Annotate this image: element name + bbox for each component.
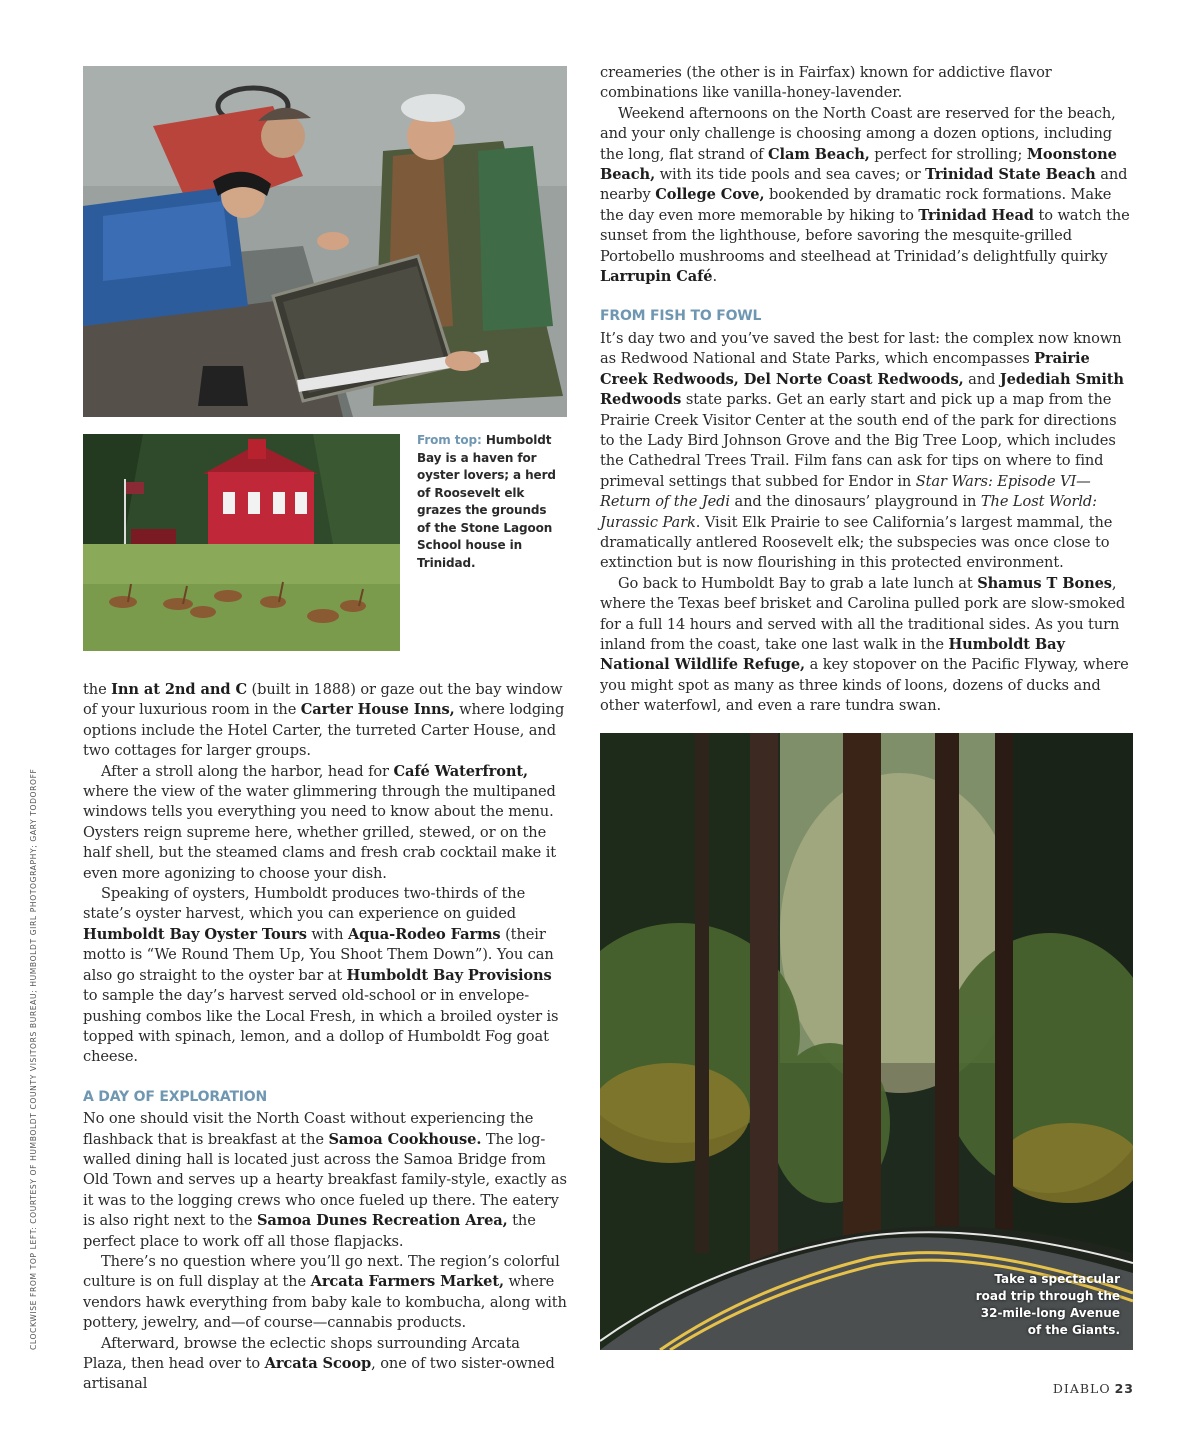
left-paragraph-4: No one should visit the North Coast without experiencing the flashback that is breakfast at the Samoa Cookhouse. The log-walled dining hall is located just across the Samoa Bridge from Old Town and serves up a hearty breakfast family-style, exactly as it was to the logging crews who once fueled up there. The eatery is also right next to the Samoa Dunes Recreation Area, the perfect place to work off all those flapjacks. xyxy=(83,1110,567,1250)
left-paragraph-6: Afterward, browse the eclectic shops surrounding Arcata Plaza, then head over to Arcata Scoop, one of two sister-owned artisanal xyxy=(83,1334,555,1393)
page-folio xyxy=(1053,1381,1134,1396)
section-heading-fish-to-fowl: FROM FISH TO FOWL xyxy=(600,308,762,325)
right-paragraph-2: Weekend afternoons on the North Coast are reserved for the beach, and your only challenge is choosing among a dozen options, including the long, flat strand of Clam Beach, perfect for strolling; Moonstone Beach, with its tide pools and sea caves; or Trinidad State Beach and nearby College Cove, bookended by dramatic rock formations. Make the day even more memorable by hiking to Trinidad Head to watch the sunset from the lighthouse, before savoring the mesquite-grilled Portobello mushrooms and steelhead at Trinidad’s delightfully quirky Larrupin Café. xyxy=(600,104,1130,286)
left-paragraph-5: There’s no question where you’ll go next. The region’s colorful culture is on full display at the Arcata Farmers Market, where vendors hawk everything from baby kale to kombucha, along with pottery, jewelry, and—of course—cannabis products. xyxy=(83,1252,567,1332)
left-paragraph-3: Speaking of oysters, Humboldt produces two-thirds of the state’s oyster harvest, which you can experience on guided Humboldt Bay Oyster Tours with Aqua-Rodeo Farms (their motto is “We Round Them Up, You Shoot Them Down”). You can also go straight to the oyster bar at Humboldt Bay Provisions to sample the day’s harvest served old-school or in envelope-pushing combos like the Local Fresh, in which a broiled oyster is topped with spinach, lemon, and a dollop of Humboldt Fog goat cheese. xyxy=(83,885,559,1066)
road-photo-caption: Take a spectacular road trip through the 32-mile-long Avenue of the Giants. xyxy=(975,1272,1120,1337)
left-paragraph-1: the Inn at 2nd and C (built in 1888) or gaze out the bay window of your luxurious room in the Carter House Inns, where lodging options include the Hotel Carter, the turreted Carter House, and two cottages for larger groups. xyxy=(83,681,565,760)
left-paragraph-2: After a stroll along the harbor, head for Café Waterfront, where the view of the water glimmering through the multipaned windows tells you everything you need to know about the menu. Oysters reign supreme here, whether grilled, stewed, or on the half shell, but the steamed clams and fresh crab cocktail make it even more agonizing to choose your dish. xyxy=(83,762,557,882)
caption-body: Humboldt Bay is a haven for oyster lovers; a herd of Roosevelt elk grazes the grounds of the Stone Lagoon School house in Trinidad. xyxy=(417,433,556,570)
caption-lead: From top: xyxy=(417,433,482,447)
redwood-road-photo xyxy=(600,733,1133,1350)
elk-schoolhouse-photo xyxy=(83,434,400,651)
photo-credit: CLOCKWISE FROM TOP LEFT: COURTESY OF HUMBOLDT COUNTY VISITORS BUREAU; HUMBOLDT GIRL PHOTOGRAPHY; GARY TODOROFF xyxy=(29,768,38,1350)
right-paragraph-1: creameries (the other is in Fairfax) known for addictive flavor combinations like vanilla-honey-lavender. xyxy=(600,64,1052,102)
right-paragraph-4: Go back to Humboldt Bay to grab a late lunch at Shamus T Bones, where the Texas beef brisket and Carolina pulled pork are slow-smoked for a full 14 hours and served with all the traditional sides. As you turn inland from the coast, take one last walk in the Humboldt Bay National Wildlife Refuge, a key stopover on the Pacific Flyway, where you might spot as many as three kinds of loons, dozens of ducks and other waterfowl, and even a rare tundra swan. xyxy=(600,574,1129,715)
left-column xyxy=(83,680,568,1395)
photo-caption xyxy=(417,432,557,572)
right-paragraph-3: It’s day two and you’ve saved the best for last: the complex now known as Redwood National and State Parks, which encompasses Prairie Creek Redwoods, Del Norte Coast Redwoods, and Jedediah Smith Redwoods state parks. Get an early start and pick up a map from the Prairie Creek Visitor Center at the south end of the park for directions to the Lady Bird Johnson Grove and the Big Tree Loop, which includes the Cathedral Trees Trail. Film fans can ask for tips on where to find primeval settings that subbed for Endor in Star Wars: Episode VI—Return of the Jedi and the dinosaurs’ playground in The Lost World: Jurassic Park. Visit Elk Prairie to see California’s largest mammal, the dramatically antlered Roosevelt elk; the subspecies was once close to extinction but is now flourishing in this protected environment. xyxy=(600,329,1124,572)
section-heading-exploration: A DAY OF EXPLORATION xyxy=(83,1088,268,1105)
magazine-name: DIABLO xyxy=(1052,1381,1111,1396)
page-number: 23 xyxy=(1114,1381,1134,1396)
oyster-tour-photo xyxy=(83,66,567,417)
right-column xyxy=(600,63,1134,717)
